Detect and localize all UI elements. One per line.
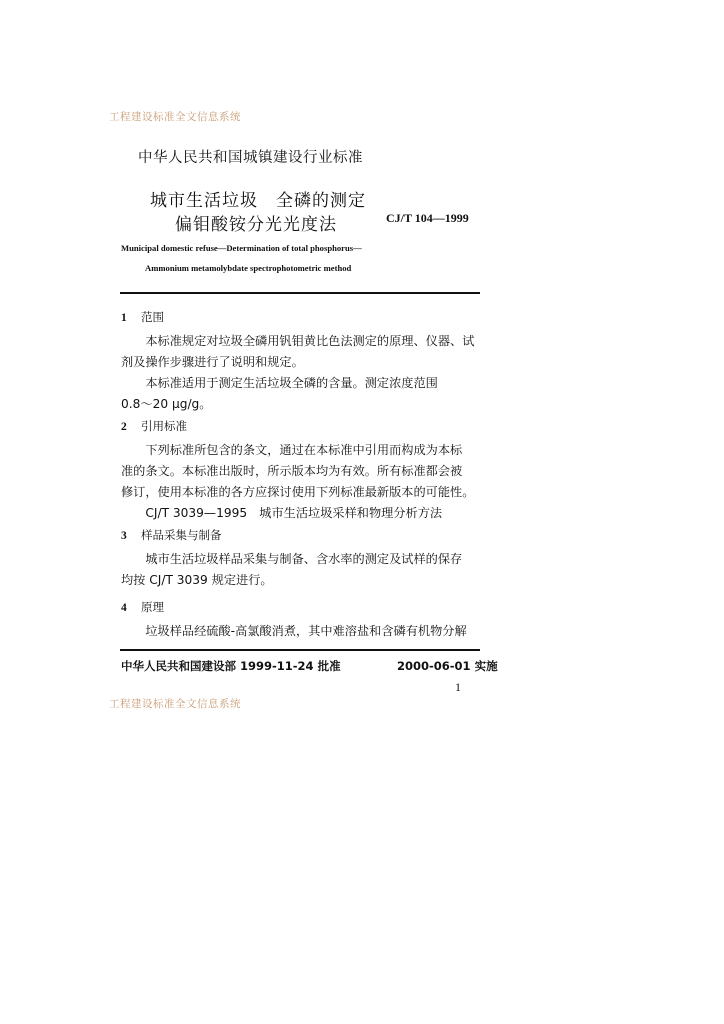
section-number: 2	[121, 421, 127, 433]
english-title-line2: Ammonium metamolybdate spectrophotometric method	[145, 263, 352, 273]
text-line: 垃圾样品经硫酸-高氯酸消煮，其中难溶盐和含磷有机物分解	[121, 624, 467, 638]
text-line: 下列标准所包含的条文，通过在本标准中引用而构成为本标	[121, 443, 463, 457]
text-line: 修订，使用本标准的各方应探讨使用下列标准最新版本的可能性。	[121, 485, 475, 499]
approval-date: 中华人民共和国建设部 1999-11-24 批准	[121, 659, 341, 673]
section-4-heading	[121, 599, 164, 615]
section-title: 原理	[141, 600, 164, 614]
text-line: CJ/T 3039—1995 城市生活垃圾采样和物理分析方法	[121, 506, 443, 520]
text-line: 0.8～20 μg/g。	[121, 397, 212, 411]
effective-date: 2000-06-01 实施	[397, 659, 498, 673]
text-line: 本标准规定对垃圾全磷用钒钼黄比色法测定的原理、仪器、试	[121, 334, 475, 348]
section-title: 样品采集与制备	[141, 528, 222, 542]
section-title: 范围	[141, 310, 164, 324]
section-2-heading	[121, 418, 187, 434]
section-1-heading	[121, 309, 164, 325]
english-title-line1: Municipal domestic refuse—Determination of total phosphorus—	[121, 243, 362, 253]
doc-title-line2: 偏钼酸铵分光光度法	[175, 215, 337, 235]
section-2-body	[121, 440, 482, 524]
section-number: 3	[121, 530, 127, 542]
doc-title-line1: 城市生活垃圾 全磷的测定	[150, 191, 366, 211]
section-number: 4	[121, 602, 127, 614]
text-line: 城市生活垃圾样品采集与制备、含水率的测定及试样的保存	[121, 552, 463, 566]
watermark-bottom: 工程建设标准全文信息系统	[109, 698, 241, 710]
text-line: 本标准适用于测定生活垃圾全磷的含量。测定浓度范围	[121, 376, 438, 390]
watermark-top: 工程建设标准全文信息系统	[109, 111, 241, 123]
standard-code: CJ/T 104—1999	[386, 211, 469, 225]
section-number: 1	[121, 312, 127, 324]
section-4-body	[121, 621, 482, 642]
text-line: 均按 CJ/T 3039 规定进行。	[121, 573, 273, 587]
section-1-body	[121, 331, 482, 415]
section-3-body	[121, 549, 482, 591]
text-line: 准的条文。本标准出版时，所示版本均为有效。所有标准都会被	[121, 464, 463, 478]
section-title: 引用标准	[141, 419, 187, 433]
top-rule	[120, 292, 480, 294]
text-line: 剂及操作步骤进行了说明和规定。	[121, 355, 304, 369]
page-number: 1	[455, 680, 461, 694]
bottom-rule	[120, 649, 480, 651]
issuer-header: 中华人民共和国城镇建设行业标准	[138, 150, 363, 166]
section-3-heading	[121, 527, 222, 543]
